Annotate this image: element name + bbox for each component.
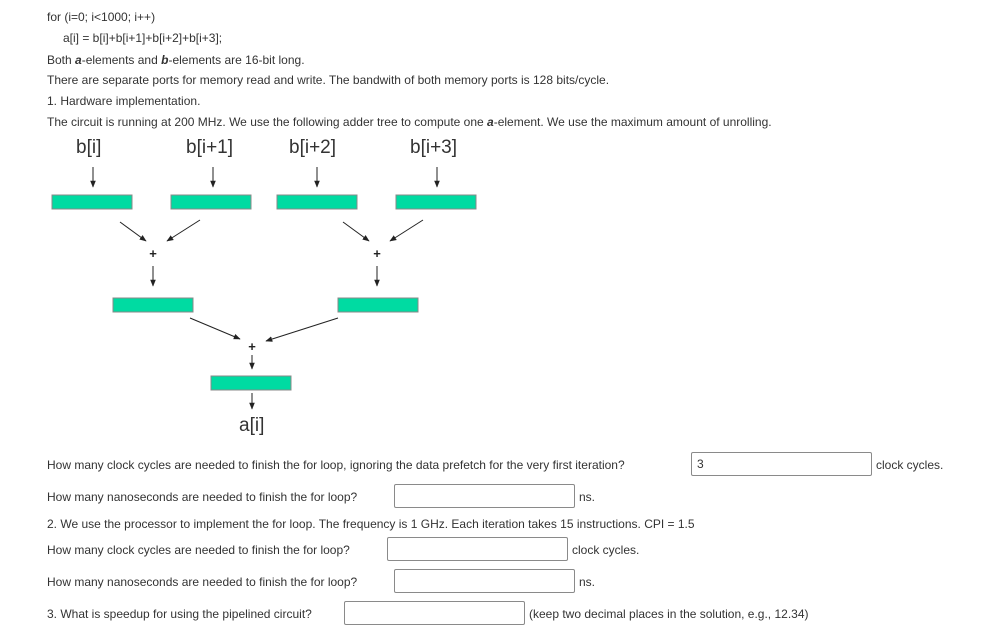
section-2-heading: 2. We use the processor to implement the for loop. The frequency is 1 GHz. Each iteration takes 15 instructions. CPI = 1.5 <box>47 517 695 531</box>
input-register-0 <box>52 195 132 209</box>
sum-register-left <box>113 298 193 312</box>
circuit-suffix: -element. We use the maximum amount of unrolling. <box>493 115 772 129</box>
input-label-2: b[i+2] <box>289 137 337 158</box>
section-1-heading: 1. Hardware implementation. <box>47 94 201 108</box>
input-label-0: b[i] <box>76 137 102 158</box>
input-register-2 <box>277 195 357 209</box>
memory-ports-text: There are separate ports for memory read and write. The bandwith of both memory ports is 128 bits/cycle. <box>47 73 610 87</box>
element-size-mid: -elements and <box>81 53 162 67</box>
element-b-label: b <box>161 53 169 67</box>
question-2-text: How many nanoseconds are needed to finish the for loop? <box>47 490 358 504</box>
code-line-assign: a[i] = b[i]+b[i+1]+b[i+2]+b[i+3]; <box>63 31 223 45</box>
element-a-label: a <box>75 53 82 67</box>
adder-plus-right: + <box>373 246 381 261</box>
answer-2-unit: ns. <box>579 490 596 504</box>
merge-arrow-right-a <box>343 222 369 241</box>
sum-register-right <box>338 298 418 312</box>
answer-3-input[interactable] <box>387 537 568 561</box>
answer-5-unit: (keep two decimal places in the solution, e.g., 12.34) <box>529 607 809 621</box>
answer-4-unit: ns. <box>579 575 596 589</box>
question-4-text: How many nanoseconds are needed to finish the for loop? <box>47 575 358 589</box>
answer-1-unit: clock cycles. <box>876 458 944 472</box>
final-merge-arrow-right <box>266 318 338 341</box>
answer-1-input[interactable] <box>691 452 872 476</box>
input-label-3: b[i+3] <box>410 137 458 158</box>
code-line-for: for (i=0; i<1000; i++) <box>47 10 156 24</box>
input-register-3 <box>396 195 476 209</box>
element-size-suffix: -elements are 16-bit long. <box>168 53 305 67</box>
question-5-text: 3. What is speedup for using the pipelined circuit? <box>47 607 312 621</box>
circuit-a-label: a <box>487 115 494 129</box>
output-label: a[i] <box>239 415 265 436</box>
answer-5-input[interactable] <box>344 601 525 625</box>
final-merge-arrow-left <box>190 318 240 339</box>
element-size-prefix: Both <box>47 53 76 67</box>
adder-plus-final: + <box>248 339 256 354</box>
input-register-1 <box>171 195 251 209</box>
merge-arrow-left-a <box>120 222 146 241</box>
merge-arrow-left-b <box>167 220 200 241</box>
question-1-text: How many clock cycles are needed to finish the for loop, ignoring the data prefetch for the very first iteration? <box>47 458 625 472</box>
answer-4-input[interactable] <box>394 569 575 593</box>
question-3-text: How many clock cycles are needed to finish the for loop? <box>47 543 350 557</box>
answer-2-input[interactable] <box>394 484 575 508</box>
output-register <box>211 376 291 390</box>
input-label-1: b[i+1] <box>186 137 234 158</box>
answer-3-unit: clock cycles. <box>572 543 640 557</box>
circuit-prefix: The circuit is running at 200 MHz. We use the following adder tree to compute one <box>47 115 488 129</box>
adder-plus-left: + <box>149 246 157 261</box>
merge-arrow-right-b <box>390 220 423 241</box>
